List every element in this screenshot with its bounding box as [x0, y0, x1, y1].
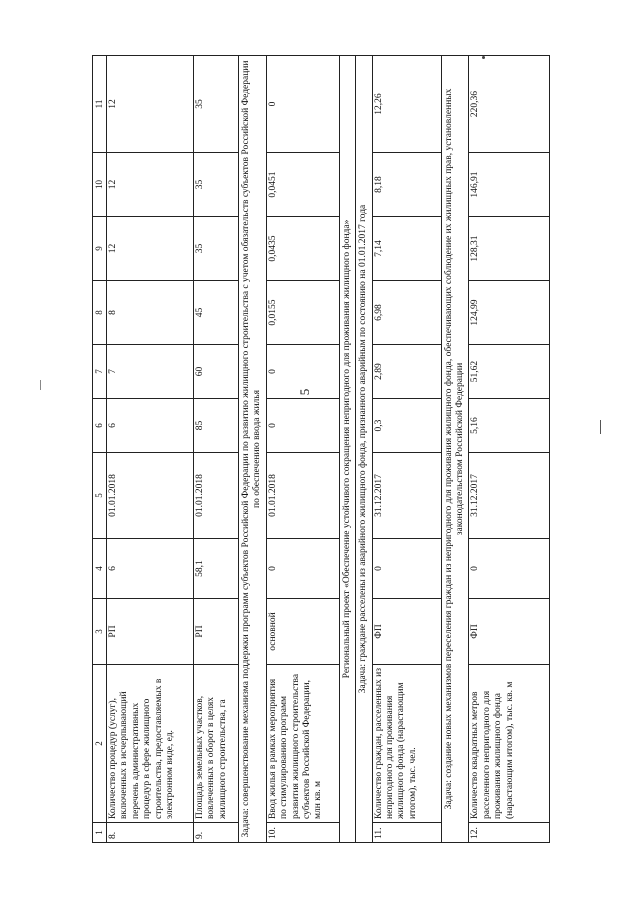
value-cell: 2,89	[372, 345, 441, 399]
base-date: 01.01.2018	[107, 453, 194, 539]
col-header: 9	[93, 217, 107, 281]
value-cell: 0	[266, 56, 339, 153]
base-value: 6	[107, 539, 194, 599]
value-cell: 0,3	[372, 399, 441, 453]
indicator-type: РП	[107, 599, 194, 665]
value-cell: 35	[194, 153, 239, 217]
section-row	[356, 56, 372, 843]
table-row	[469, 56, 550, 843]
value-cell: 8	[107, 281, 194, 345]
col-header: 3	[93, 599, 107, 665]
value-cell: 35	[194, 56, 239, 153]
indicator-type: ФП	[469, 599, 550, 665]
value-cell: 6,98	[372, 281, 441, 345]
value-cell: 0,0451	[266, 153, 339, 217]
section-project: Региональный проект «Обеспечение устойчивого сокращения непригодного для проживания жилищного фонда»	[339, 56, 355, 843]
indicator-type: РП	[194, 599, 239, 665]
base-value: 0	[266, 539, 339, 599]
value-cell: 12	[107, 217, 194, 281]
table-row	[266, 56, 339, 843]
value-cell: 5,16	[469, 399, 550, 453]
col-header: 4	[93, 539, 107, 599]
value-cell: 12	[107, 56, 194, 153]
base-date: 01.01.2018	[194, 453, 239, 539]
col-header: 2	[93, 665, 107, 823]
row-number: 10.	[266, 823, 339, 843]
row-number: 9.	[194, 823, 239, 843]
indicators-table	[92, 55, 550, 843]
value-cell: 220,36	[469, 56, 550, 153]
base-date: 31.12.2017	[469, 453, 550, 539]
page-number: 5	[297, 388, 312, 396]
value-cell: 12,26	[372, 56, 441, 153]
row-number: 8.	[107, 823, 194, 843]
base-value: 0	[372, 539, 441, 599]
section-row	[339, 56, 355, 843]
value-cell: 0	[266, 399, 339, 453]
base-date: 31.12.2017	[372, 453, 441, 539]
table-row	[372, 56, 441, 843]
value-cell: 6	[107, 399, 194, 453]
section-task-resettle: Задача: граждане расселены из аварийного жилищного фонда, признанного аварийным по состоянию на 01.01.2017 года	[356, 56, 372, 843]
rotated-table-container	[92, 56, 515, 843]
value-cell: 8,18	[372, 153, 441, 217]
value-cell: 45	[194, 281, 239, 345]
col-header: 6	[93, 399, 107, 453]
col-header: 8	[93, 281, 107, 345]
indicator-name: Ввод жилья в рамках мероприятия по стимулированию программ развития жилищного строительства субъектов Российской Федерации, млн кв. м	[266, 665, 339, 823]
scan-mark	[600, 420, 601, 434]
indicator-type: ФП	[372, 599, 441, 665]
base-value: 0	[469, 539, 550, 599]
indicator-name: Количество граждан, расселенных из непригодного для проживания жилищного фонда (нарастающим итогом), тыс. чел.	[372, 665, 441, 823]
section-task-mechanism: Задача: совершенствование механизма поддержки программ субъектов Российской Федерации по развитию жилищного строительства с учетом обязательств субъектов Российской Федерации по обеспечению ввода жилья	[239, 56, 267, 843]
indicator-name: Количество квадратных метров расселенного непригодного для проживания жилищного фонда (нарастающим итогом), тыс. кв. м	[469, 665, 550, 823]
table-row	[107, 56, 194, 843]
indicator-name: Количество процедур (услуг), включенных в исчерпывающий перечень административных процедур в сфере жилищного строительства, предоставляемых в электронном виде, ед.	[107, 665, 194, 823]
scan-mark	[40, 380, 41, 390]
col-header: 10	[93, 153, 107, 217]
value-cell: 0,0435	[266, 217, 339, 281]
indicator-name: Площадь земельных участков, вовлеченных в оборот в целях жилищного строительства, га	[194, 665, 239, 823]
value-cell: 51,62	[469, 345, 550, 399]
row-number: 11.	[372, 823, 441, 843]
section-row	[441, 56, 469, 843]
value-cell: 0	[266, 345, 339, 399]
value-cell: 7,14	[372, 217, 441, 281]
col-header: 1	[93, 823, 107, 843]
base-date: 01.01.2018	[266, 453, 339, 539]
value-cell: 146,91	[469, 153, 550, 217]
indicator-type: основной	[266, 599, 339, 665]
column-number-header	[93, 56, 107, 843]
value-cell: 124,99	[469, 281, 550, 345]
scan-speck	[482, 56, 485, 59]
col-header: 7	[93, 345, 107, 399]
value-cell: 60	[194, 345, 239, 399]
value-cell: 128,31	[469, 217, 550, 281]
value-cell: 85	[194, 399, 239, 453]
section-row	[239, 56, 267, 843]
table-row	[194, 56, 239, 843]
col-header: 5	[93, 453, 107, 539]
section-task-new: Задача: создание новых механизмов переселения граждан из непригодного для проживания жилищного фонда, обеспечивающих соблюдение их жилищных прав, установленных законодательством Российской Федерации	[441, 56, 469, 843]
value-cell: 0,0155	[266, 281, 339, 345]
value-cell: 12	[107, 153, 194, 217]
value-cell: 35	[194, 217, 239, 281]
base-value: 58,1	[194, 539, 239, 599]
row-number: 12.	[469, 823, 550, 843]
value-cell: 7	[107, 345, 194, 399]
col-header: 11	[93, 56, 107, 153]
